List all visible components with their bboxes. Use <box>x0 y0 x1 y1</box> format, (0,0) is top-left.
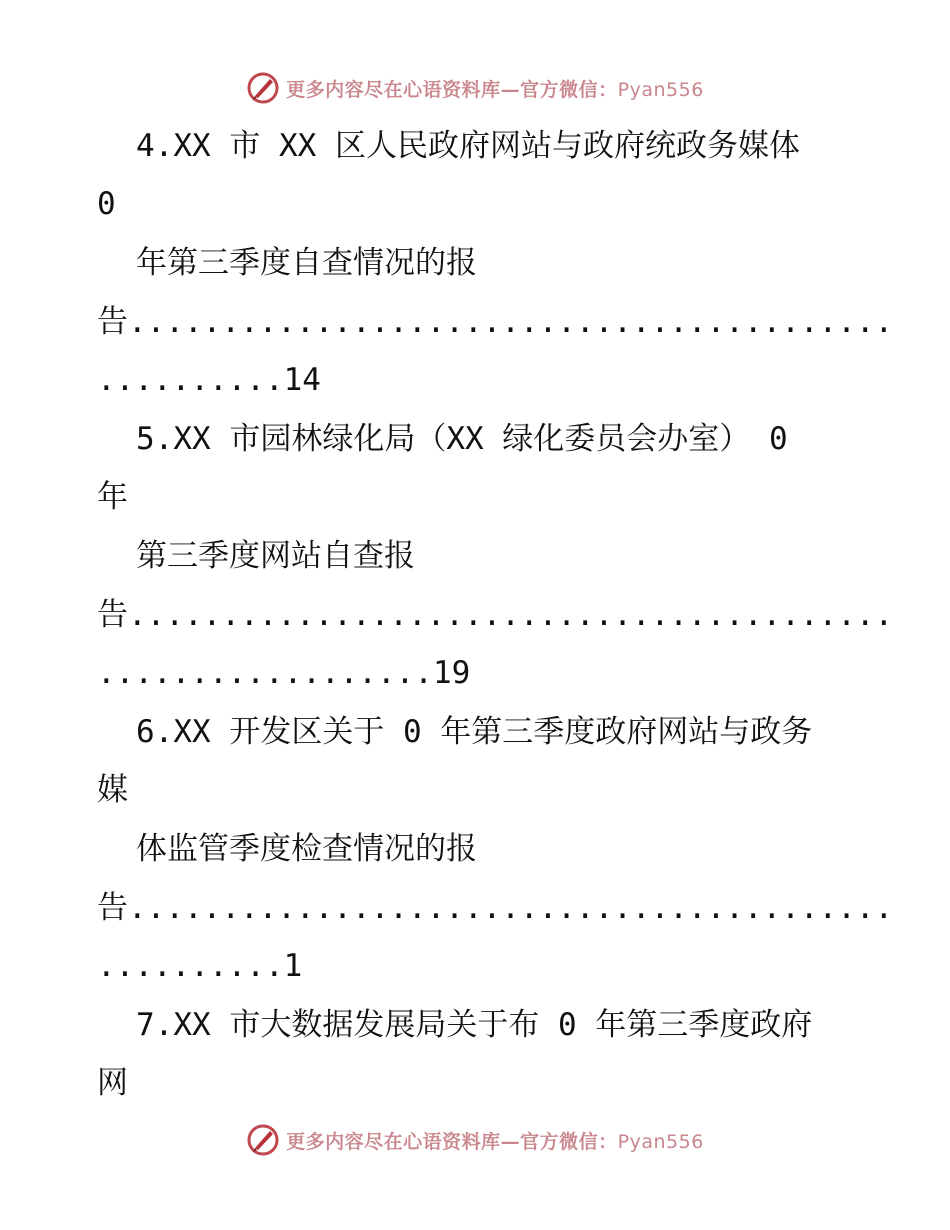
watermark-label: 更多内容尽在心语资料库—官方微信： <box>286 78 618 101</box>
toc-entry-5-leader: 告......................................... <box>97 597 894 633</box>
toc-entry-6-line-3: 体监管季度检查情况的报 <box>136 831 477 867</box>
watermark-text <box>286 1127 704 1154</box>
toc-entry-4-line-2: 0 <box>97 186 116 222</box>
watermark-wechat-id: Pyan556 <box>617 78 704 101</box>
toc-entry-4-leader: 告......................................... <box>97 304 894 340</box>
toc-entry-4-line-1: 4.XX 市 XX 区人民政府网站与政府统政务媒体 <box>136 128 800 164</box>
toc-entry-6-leader: 告......................................... <box>97 890 894 926</box>
toc-entry-6-page-number: ..........1 <box>97 948 303 984</box>
toc-entry-7-line-1: 7.XX 市大数据发展局关于布 0 年第三季度政府 <box>136 1007 813 1043</box>
toc-entry-5-line-2: 年 <box>97 479 128 515</box>
watermark-wechat-id: Pyan556 <box>617 1130 704 1153</box>
watermark-label: 更多内容尽在心语资料库—官方微信： <box>286 1130 618 1153</box>
toc-entry-5-line-1: 5.XX 市园林绿化局（XX 绿化委员会办室） 0 <box>136 421 788 457</box>
quill-pen-logo-icon <box>246 71 280 105</box>
quill-pen-logo-icon <box>246 1123 280 1157</box>
header-watermark <box>0 68 950 108</box>
toc-entry-5-line-3: 第三季度网站自查报 <box>136 538 415 574</box>
footer-watermark <box>0 1120 950 1160</box>
toc-entry-7-line-2: 网 <box>97 1065 128 1101</box>
toc-entry-4-page-number: ..........14 <box>97 362 321 398</box>
toc-entry-6-line-1: 6.XX 开发区关于 0 年第三季度政府网站与政务 <box>136 714 813 750</box>
toc-entry-6-line-2: 媒 <box>97 772 128 808</box>
watermark-text <box>286 75 704 102</box>
toc-entry-5-page-number: ..................19 <box>97 655 471 691</box>
toc-entry-4-line-3: 年第三季度自查情况的报 <box>136 245 477 281</box>
